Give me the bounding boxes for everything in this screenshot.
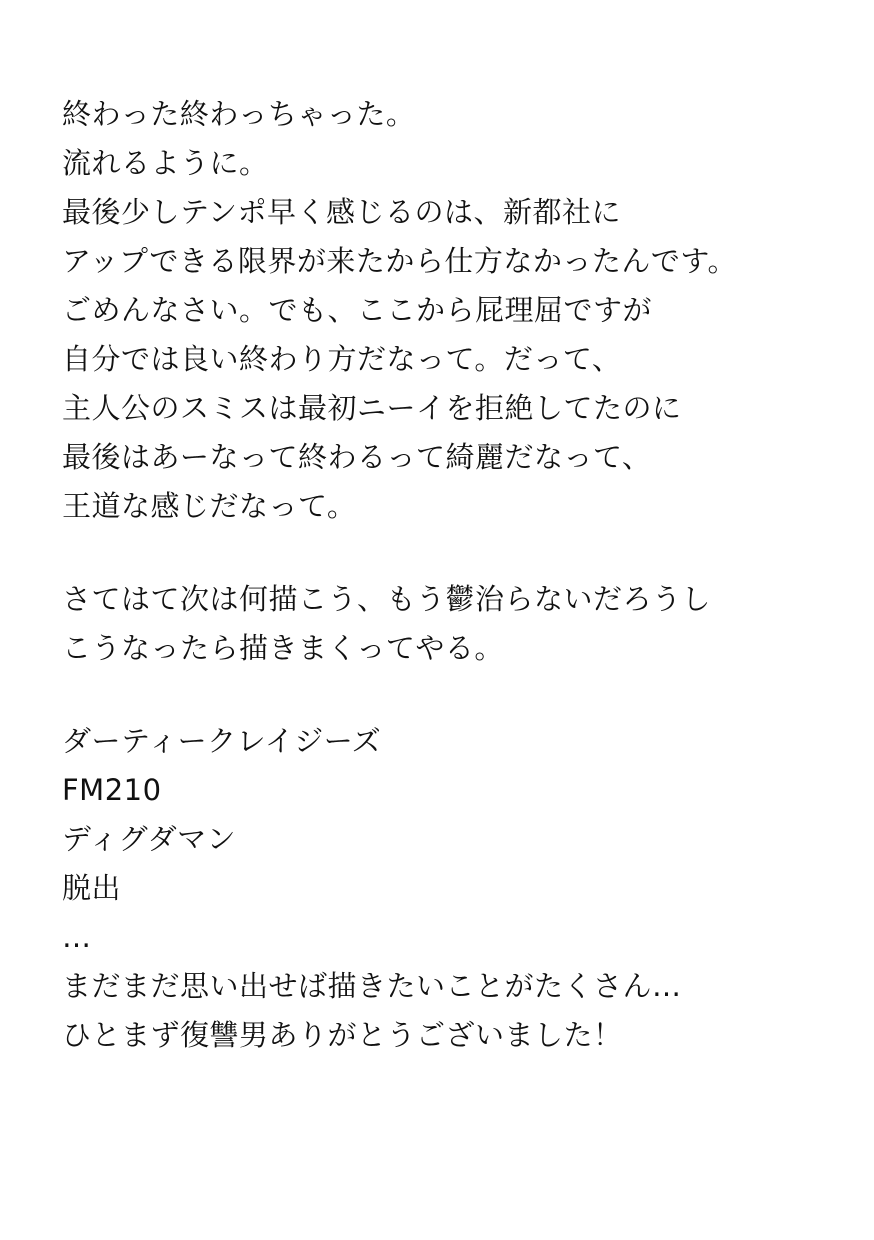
closing-line: ひとまず復讐男ありがとうございました！ xyxy=(62,1018,623,1052)
text-line: 自分では良い終わり方だなって。だって、 xyxy=(62,342,622,376)
text-line: アップできる限界が来たから仕方なかったんです。 xyxy=(62,244,738,278)
text-line: 最後はあーなって終わるって綺麗だなって、 xyxy=(62,440,652,474)
text-line: ごめんなさい。でも、ここから屁理屈ですが xyxy=(62,293,653,327)
text-line: まだまだ思い出せば描きたいことがたくさん… xyxy=(62,969,682,1003)
paragraph-3 xyxy=(62,717,852,1060)
title-list-item: 脱出 xyxy=(62,871,122,905)
paragraph-1 xyxy=(62,90,852,531)
paragraph-2 xyxy=(62,575,852,673)
title-list-item: FM210 xyxy=(62,773,162,807)
text-line: 終わった終わっちゃった。 xyxy=(62,97,416,131)
text-line: こうなったら描きまくってやる。 xyxy=(62,631,504,665)
paragraph-spacer xyxy=(62,673,852,717)
text-line: 主人公のスミスは最初ニーイを拒絶してたのに xyxy=(62,391,682,425)
text-line: さてはて次は何描こう、もう鬱治らないだろうし xyxy=(62,582,712,616)
text-line: 流れるように。 xyxy=(62,146,269,180)
ellipsis-line: … xyxy=(62,920,92,954)
paragraph-spacer xyxy=(62,531,852,575)
afterword-text xyxy=(62,90,852,1060)
title-list-item: ディグダマン xyxy=(62,822,237,856)
text-line: 最後少しテンポ早く感じるのは、新都社に xyxy=(62,195,622,229)
title-list-item: ダーティークレイジーズ xyxy=(62,724,382,758)
text-line: 王道な感じだなって。 xyxy=(62,489,357,523)
